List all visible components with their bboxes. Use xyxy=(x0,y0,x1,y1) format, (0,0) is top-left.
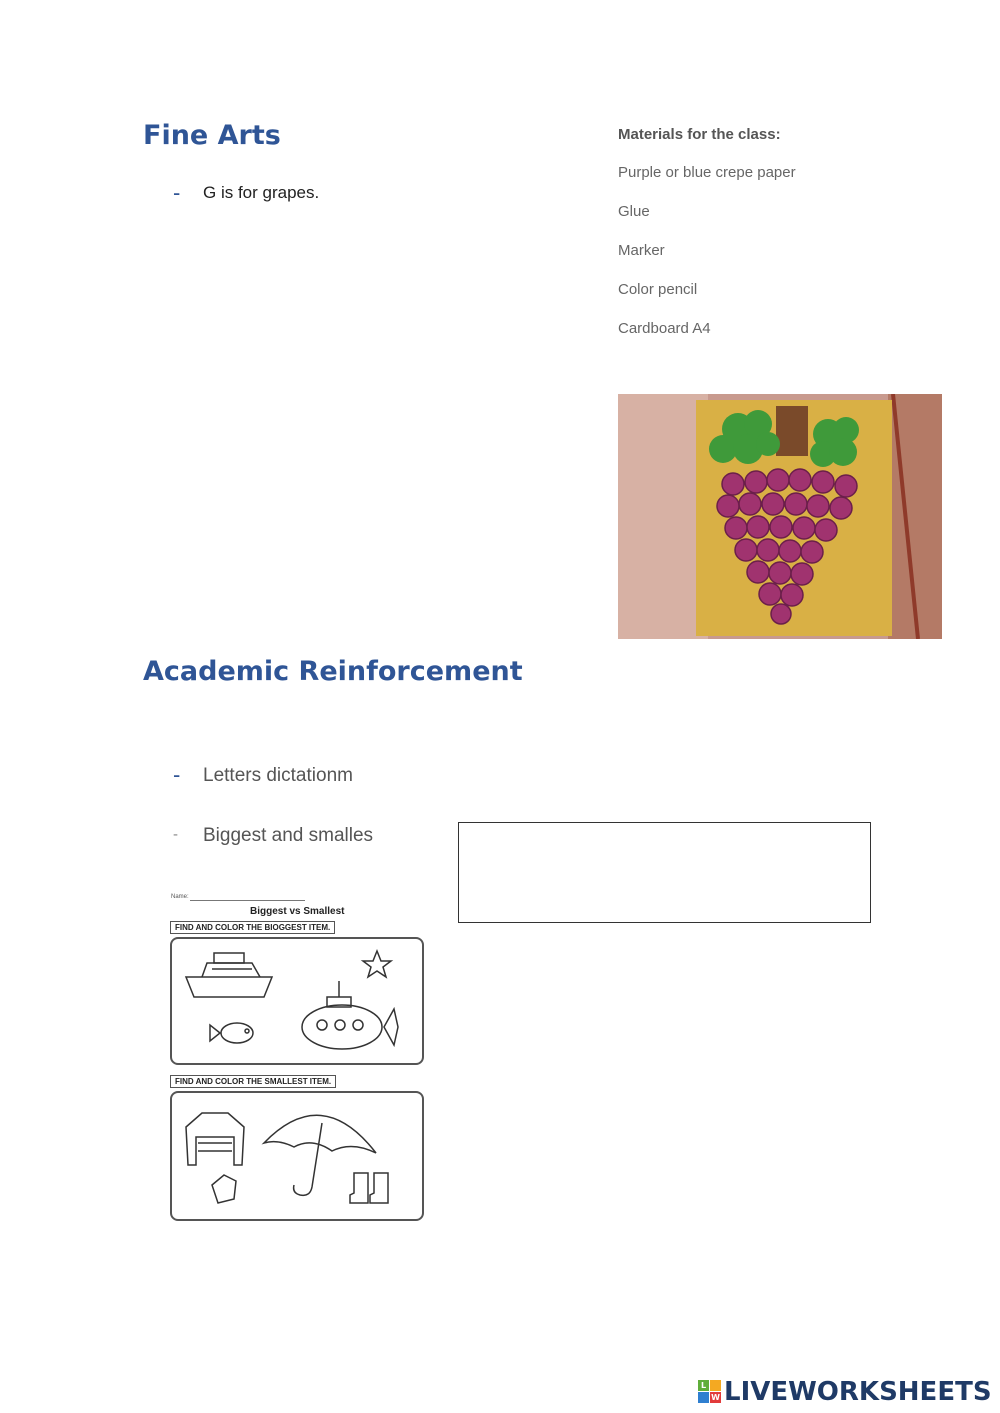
worksheet-section-smallest: FIND AND COLOR THE SMALLEST ITEM. xyxy=(170,1075,336,1088)
academic-heading: Academic Reinforcement xyxy=(143,656,523,687)
boat-icon xyxy=(186,953,272,997)
bullet-dash: - xyxy=(173,826,178,843)
name-line xyxy=(190,900,305,901)
academic-item-letters: Letters dictationm xyxy=(203,765,353,786)
smallest-panel xyxy=(170,1091,424,1221)
materials-title: Materials for the class: xyxy=(618,126,781,143)
material-item: Color pencil xyxy=(618,281,698,298)
starfish-icon xyxy=(363,951,391,977)
worksheet-section-biggest: FIND AND COLOR THE BIOGGEST ITEM. xyxy=(170,921,335,934)
sweater-icon xyxy=(186,1113,244,1165)
submarine-icon xyxy=(302,981,398,1049)
fine-arts-heading: Fine Arts xyxy=(143,120,281,151)
liveworksheets-logo-icon xyxy=(698,1380,722,1404)
fish-icon xyxy=(210,1023,253,1043)
bullet-dash: - xyxy=(173,180,181,205)
material-item: Cardboard A4 xyxy=(618,320,711,337)
material-item: Marker xyxy=(618,242,665,259)
worksheet-name-label: Name: xyxy=(171,894,189,900)
biggest-panel xyxy=(170,937,424,1065)
logo-letter-l: L xyxy=(698,1380,709,1391)
fine-arts-item: G is for grapes. xyxy=(203,183,320,202)
answer-box[interactable] xyxy=(458,822,871,923)
logo-tile xyxy=(710,1380,721,1391)
gloves-icon xyxy=(212,1175,236,1203)
bullet-dash: - xyxy=(173,762,181,787)
material-item: Glue xyxy=(618,203,650,220)
logo-tile xyxy=(698,1392,709,1403)
academic-item-biggest: Biggest and smalles xyxy=(203,825,374,846)
logo-letter-w: W xyxy=(711,1393,720,1402)
grapes-craft-photo xyxy=(618,394,942,639)
material-item: Purple or blue crepe paper xyxy=(618,164,796,181)
worksheet-title: Biggest vs Smallest xyxy=(250,906,345,917)
biggest-smallest-worksheet xyxy=(166,890,428,1230)
umbrella-icon xyxy=(264,1115,376,1195)
boots-icon xyxy=(350,1173,388,1203)
liveworksheets-logo-text: LIVEWORKSHEETS xyxy=(724,1377,992,1407)
